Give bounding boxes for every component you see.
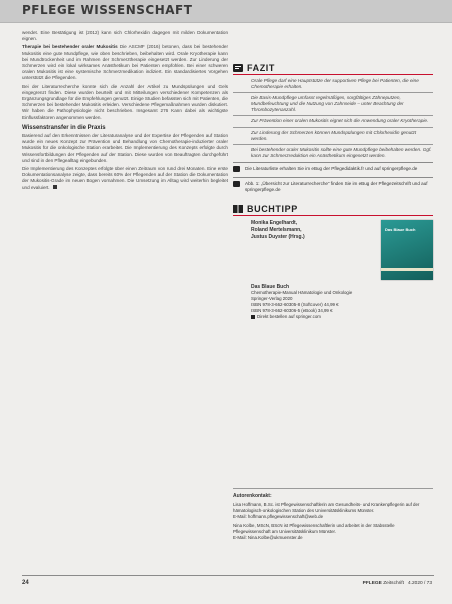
issue-number: 4.2020 / 73: [407, 581, 432, 586]
fazit-point: Bei bestehender oraler Mukositis sollte eine gute Mundpflege beibehalten werden. Ggf. kann zur Schmerzreduktion ein Anästhetikum eingesetzt werden.: [233, 144, 433, 159]
journal-name: PFLEGE: [362, 581, 382, 586]
fazit-header: [233, 62, 433, 75]
paragraph: Bei der Literaturrecherche konnte sich die Anzahl der Artikel zu Mundspülungen und Gels eingegrenzt finden. Diese wurden beurteilt und mit Mitteilungen verschiedener Kompetenzen als Ergänzungsgrundlage für die Empfehlungen genutzt. Einige Studien befassten sich mit Patienten, die Schmerzen bei bestehender Mukositis erleiden. Verschiedene Pflegemaßnahmen wurden diskutiert. Wir haben die Pathophysiologie nicht beschrieben. Insgesamt 276 Kann dabei als wichtigste Einflussfaktoren angenommen werden.: [22, 83, 228, 120]
literature-info: [233, 162, 433, 174]
fazit-point: Die Basis-Mundpflege umfasst regelmäßiges, sorgfältiges Zähneputzen, Mundbefeuchtung und die Nutzung von Zahnseide – unter Beachtung der Thrombozytenanzahl.: [233, 92, 433, 113]
left-column: [22, 30, 228, 193]
author-contact-title: Autorenkontakt:: [233, 493, 272, 499]
journal-name-rest: Zeitschrift: [383, 581, 404, 586]
paragraph: wendet. Eine Bestätigung ist (2012) kann sich Chlorhexidin dagegen mit milden Dokumentation eignen.: [22, 30, 228, 42]
document-icon: [233, 181, 240, 187]
book-authors: [233, 220, 375, 280]
author1-email[interactable]: E-Mail: hoffmann.pflegewissenschaft@web.de: [233, 514, 324, 519]
author2-bio: Nina Kolbe, MScN, BScN ist Pflegewissenschaftlerin und arbeitet in der Stabsstelle Pflegewissenschaft am Universitätsklinikum Münster.: [233, 523, 395, 534]
page-header: [0, 0, 452, 23]
book-isbn-print: ISBN 978-3-662-60305-8 (Softcover) 44,99 €: [251, 301, 339, 307]
author-line: Roland Mertelsmann,: [251, 226, 302, 233]
book-isbn-ebook: ISBN 978-3-662-60306-5 (eBook) 34,99 €: [251, 307, 333, 313]
author-bio: [233, 523, 433, 541]
fazit-icon: [233, 64, 243, 72]
page-number: 24: [22, 580, 29, 586]
figure-info: [233, 177, 433, 195]
section-header-title: PFLEGE WISSENSCHAFT: [22, 3, 193, 17]
book-cover-image: [381, 220, 433, 280]
book-icon: [233, 205, 243, 213]
paragraph: Basierend auf den Erkenntnissen der Literaturanalyse und der Expertise der Pflegenden auf Station wurde ein neues Konzept zur Prävention und Behandlung von Chemotherapie-induzierter oraler Mukositis für die onkologische Station erarbeitet. Die Implementierung des Konzepts erfolgte durch Wissensfortbildungen der Pflegenden auf der Station. Diese wurden von Beauftragten durchgeführt und sind in den Pflegealltag eingebunden.: [22, 133, 228, 163]
closing-text: Die Implementierung des Konzeptes erfolgte über einen Zeitraum von rund drei Monaten. Eine erste Dokumentationsanalyse zeigte, dass bereits 60% der Pflegenden auf der Station die Dokumentation der Mukositis-Grade im neuen Bogen vornahmen. Die Umsetzung im Alltag wird weiterhin begleitet und evaluiert.: [22, 166, 228, 190]
wissenstransfer-heading: Wissenstransfer in die Praxis: [22, 124, 106, 131]
document-icon: [233, 166, 240, 172]
buchtipp-header: [233, 203, 433, 216]
author-bio: [233, 502, 433, 520]
shop-link[interactable]: Direkt bestellen auf springer.com: [257, 313, 321, 319]
author-line: Monika Engelhardt,: [251, 219, 298, 226]
author1-bio: Lisa Hoffmann, B.Sc. ist Pflegewissenschaftlerin am Gesundheits- und Krankenpflegerin auf der hämatologisch-onkologischen Station des Universitätsklinikums Münster.: [233, 502, 420, 513]
literature-link[interactable]: Die Literaturliste erhalten Sie im eBug der Pflegedidaktik.fr und auf springerpflege.de: [245, 165, 418, 171]
author-contact-box: [233, 488, 433, 544]
therapy-text: Die ASCMF (2016) betonen, dass bei bestehender Mukositis eine gute Mundpflege, wie oben beschrieben, beibehalten wird. Orale Kryotherapie kann bei Mundtrockenheit und im Rahmen der Schmerztherapie eingesetzt werden. Zur Linderung der Schmerzen wird ein lokal wirksames Anästhetikum bei Patienten empfohlen. Bei einer schweren oralen Mukositis ist eine systemische Schmerzmedikation indiziert. Ein standardisiertes Vorgehen unterstützt die Pflegenden.: [22, 44, 228, 81]
cover-title: Das Blaue Buch: [385, 226, 416, 232]
therapy-lead-heading: Therapie bei bestehender oraler Mukositis: [22, 44, 118, 50]
book-details: [233, 284, 433, 320]
author-line: Justus Duyster (Hrsg.): [251, 233, 305, 240]
fazit-point: Zur Prävention einer oralen Mukositis eignet sich die Anwendung oraler Kryotherapie.: [233, 115, 433, 124]
book-title: Das Blaue Buch: [251, 283, 290, 290]
fazit-point: Orale Pflege darf eine Hauptstütze der supportiven Pflege bei Patienten, die eine Chemotherapie erhalten.: [251, 78, 419, 90]
book-body: [233, 220, 433, 280]
fazit-box: [233, 62, 433, 159]
fazit-point: Zur Linderung der Schmerzen können Mundspülungen mit Chlorhexidin genutzt werden.: [233, 127, 433, 142]
footer-divider: [22, 575, 434, 576]
figure-link[interactable]: Abb. 1: „Übersicht zur Literaturrecherche“ finden Sie im eBug der Pflegezeitschrift und auf springerpflege.de: [245, 180, 428, 192]
right-column: [233, 62, 433, 320]
cart-icon: [251, 315, 255, 319]
footer-journal: [363, 581, 432, 586]
fazit-title: FAZIT: [247, 63, 275, 73]
buchtipp-box: [233, 203, 433, 320]
end-of-article-mark: [53, 185, 57, 189]
shop-link-row[interactable]: [251, 314, 433, 320]
buchtipp-title: BUCHTIPP: [247, 203, 298, 214]
cover-band: [381, 268, 433, 271]
book-subtitle: Chemotherapie-Manual Hämatologie und Onkologie: [251, 289, 353, 295]
author2-email[interactable]: E-Mail: Nina.Kolbe@ukmuenster.de: [233, 535, 303, 540]
paragraph: [22, 166, 228, 191]
book-publisher: Springer-Verlag 2020: [251, 295, 293, 301]
paragraph: [22, 44, 228, 81]
